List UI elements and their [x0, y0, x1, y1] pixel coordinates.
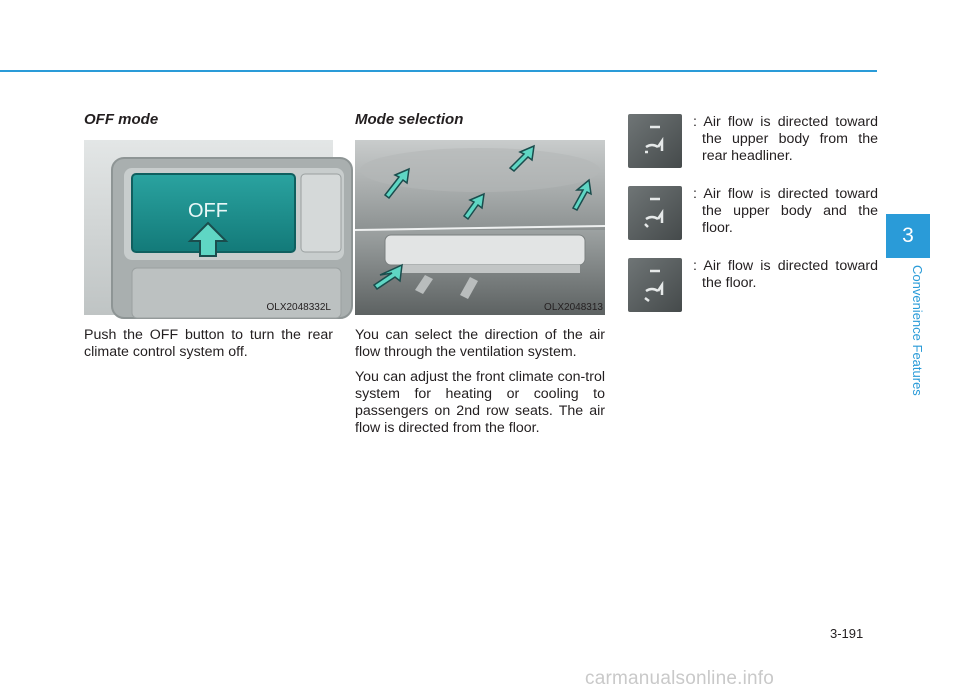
mode-selection-paragraph-1: You can select the direction of the air flow through the ventilation system.	[355, 327, 605, 360]
cabin-airflow-illustration	[355, 140, 605, 315]
mode-floor-text: : Air flow is directed toward the floor.	[693, 258, 878, 291]
chapter-number-tab: 3	[886, 214, 930, 258]
off-mode-paragraph: Push the OFF button to turn the rear climate control system off.	[84, 327, 333, 360]
off-figure-code: OLX2048332L	[266, 302, 331, 313]
top-rule	[0, 70, 877, 72]
cabin-figure-code: OLX2048313	[544, 302, 603, 313]
floor-vent-icon	[628, 258, 682, 312]
mode-item-floor	[628, 258, 878, 314]
mode-selection-body	[355, 327, 605, 445]
cabin-airflow-figure	[355, 140, 605, 315]
watermark: carmanualsonline.info	[585, 668, 775, 689]
page-number: 3-191	[830, 626, 864, 641]
mode-selection-paragraph-2: You can adjust the front climate con-trol system for heating or cooling to passengers on 2nd row seats. The air flow is directed from the floor.	[355, 369, 605, 436]
off-mode-heading: OFF mode	[84, 111, 159, 128]
upper-body-floor-vent-icon	[628, 186, 682, 240]
mode-selection-heading: Mode selection	[355, 111, 464, 128]
off-mode-body	[84, 327, 333, 369]
off-button-label: OFF	[188, 200, 228, 222]
off-button-figure	[84, 140, 333, 315]
mode-upper-body-floor-text: : Air flow is directed toward the upper body and the floor.	[693, 186, 878, 236]
mode-item-upper-body-floor	[628, 186, 878, 242]
mode-item-upper-body	[628, 114, 878, 170]
off-button-illustration	[84, 140, 333, 315]
upper-body-vent-icon	[628, 114, 682, 168]
mode-upper-body-text: : Air flow is directed toward the upper body from the rear headliner.	[693, 114, 878, 164]
chapter-title	[898, 265, 925, 415]
chapter-title-text: Convenience Features	[910, 265, 925, 396]
